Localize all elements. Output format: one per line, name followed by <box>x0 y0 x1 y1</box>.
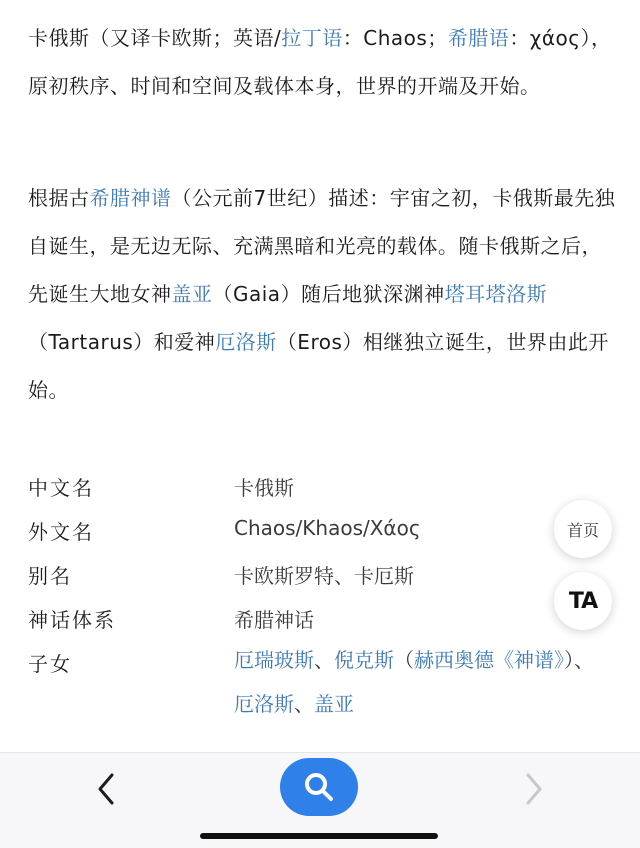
greek-link[interactable]: 希腊语 <box>447 26 510 50</box>
myth-text-1: 根据古 <box>28 186 90 210</box>
search-icon <box>302 770 336 804</box>
info-value: Chaos/Khaos/Χάος <box>234 516 421 540</box>
home-button[interactable] <box>554 500 612 558</box>
separator: 、 <box>294 692 314 716</box>
eros-child-link[interactable]: 厄洛斯 <box>234 692 294 716</box>
nyx-link[interactable]: 倪克斯 <box>334 648 394 672</box>
info-label: 子女 <box>28 652 72 676</box>
chevron-left-icon <box>92 771 122 807</box>
mythology-link[interactable]: 希腊神话 <box>234 608 314 632</box>
intro-paragraph <box>28 14 618 110</box>
info-value-children <box>234 638 606 726</box>
separator: 、 <box>314 648 334 672</box>
info-label: 神话体系 <box>28 608 116 632</box>
info-value: 卡欧斯罗特、卡厄斯 <box>234 564 414 588</box>
greek-theogony-link[interactable]: 希腊神谱 <box>89 186 172 210</box>
info-label: 中文名 <box>28 476 94 500</box>
erebus-link[interactable]: 厄瑞玻斯 <box>234 648 314 672</box>
search-button[interactable] <box>280 758 358 816</box>
home-label: 首页 <box>566 520 599 540</box>
info-label: 外文名 <box>28 520 94 544</box>
tartarus-link[interactable]: 塔耳塔洛斯 <box>444 282 548 306</box>
myth-text-2: （公元前7世纪）描述：宇宙之初，卡俄斯最先独自诞生，是无边无际、充满黑暗和光亮的载体。随卡俄斯之后，先诞生大地女神 <box>28 186 616 306</box>
gaia-child-link[interactable]: 盖亚 <box>314 692 354 716</box>
mythology-paragraph <box>28 174 618 414</box>
info-row-chinese-name <box>28 462 628 506</box>
info-label: 别名 <box>28 564 72 588</box>
latin-link[interactable]: 拉丁语 <box>281 26 343 50</box>
myth-text-5: （Eros）相继独立诞生，世界由此开始。 <box>28 330 609 402</box>
gaia-link[interactable]: 盖亚 <box>171 282 213 306</box>
intro-text-3: ：χάος），原初秩序、时间和空间及载体本身，世界的开端及开始。 <box>28 26 612 98</box>
info-row-foreign-name <box>28 506 628 550</box>
eros-link[interactable]: 厄洛斯 <box>215 330 277 354</box>
separator: （ <box>394 648 414 672</box>
myth-text-3: （Gaia）随后地狱深渊神 <box>212 282 445 306</box>
ta-label: TA <box>568 588 598 614</box>
myth-text-4: （Tartarus）和爱神 <box>28 330 216 354</box>
separator: ）、 <box>564 648 594 672</box>
bottom-toolbar <box>0 752 640 848</box>
chevron-right-icon <box>518 771 548 807</box>
intro-text-1: 卡俄斯（又译卡欧斯；英语/ <box>28 26 282 50</box>
hesiod-theogony-link[interactable]: 赫西奥德《神谱》 <box>414 648 564 672</box>
info-value: 卡俄斯 <box>234 476 294 500</box>
info-row-children <box>28 638 628 730</box>
forward-button[interactable] <box>518 771 548 807</box>
back-button[interactable] <box>92 771 122 807</box>
info-box <box>28 462 628 730</box>
ta-button[interactable] <box>554 572 612 630</box>
info-row-mythology <box>28 594 628 638</box>
info-row-alias <box>28 550 628 594</box>
intro-text-2: ：Chaos； <box>342 26 448 50</box>
home-indicator <box>200 833 438 839</box>
